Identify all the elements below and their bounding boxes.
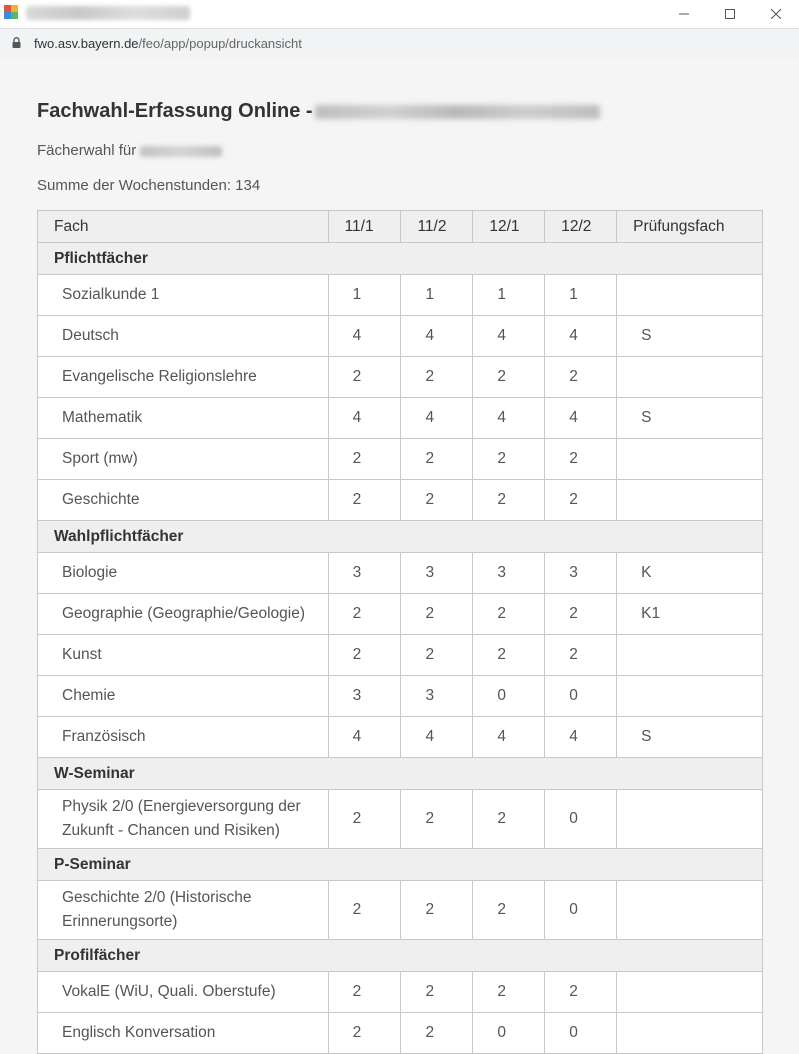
hours-cell: 2 (328, 439, 401, 480)
hours-cell: 2 (401, 972, 473, 1013)
hours-cell: 4 (545, 717, 617, 758)
subject-cell: Französisch (38, 717, 329, 758)
app-favicon-icon (4, 5, 18, 19)
hours-cell: 2 (473, 439, 545, 480)
hours-cell: 2 (401, 790, 473, 849)
subject-cell: Evangelische Religionslehre (38, 357, 329, 398)
hours-cell: 4 (545, 316, 617, 357)
pruefungsfach-cell (617, 676, 763, 717)
pruefungsfach-cell (617, 790, 763, 849)
subject-cell: Deutsch (38, 316, 329, 357)
subject-cell: Geschichte (38, 480, 329, 521)
pruefungsfach-cell (617, 357, 763, 398)
table-row (38, 635, 763, 676)
table-row (38, 275, 763, 316)
group-label: P-Seminar (38, 849, 763, 881)
header-11-1: 11/1 (328, 211, 401, 243)
pruefungsfach-cell: S (617, 717, 763, 758)
pruefungsfach-cell (617, 635, 763, 676)
subject-cell: Geschichte 2/0 (Historische Erinnerungsorte) (38, 881, 329, 940)
address-bar[interactable] (0, 28, 799, 59)
hours-cell: 2 (328, 790, 401, 849)
hours-cell: 2 (473, 357, 545, 398)
table-row (38, 676, 763, 717)
hours-cell: 2 (473, 790, 545, 849)
group-row (38, 521, 763, 553)
header-12-1: 12/1 (473, 211, 545, 243)
group-label: Pflichtfächer (38, 243, 763, 275)
hours-cell: 2 (473, 972, 545, 1013)
hours-cell: 0 (473, 1013, 545, 1054)
pruefungsfach-cell (617, 480, 763, 521)
pruefungsfach-cell: S (617, 316, 763, 357)
pruefungsfach-cell (617, 1013, 763, 1054)
pruefungsfach-cell (617, 881, 763, 940)
window-title-redacted (26, 6, 190, 20)
group-label: Profilfächer (38, 940, 763, 972)
table-row (38, 594, 763, 635)
hours-cell: 1 (473, 275, 545, 316)
hours-cell: 2 (545, 357, 617, 398)
pruefungsfach-cell: K (617, 553, 763, 594)
pruefungsfach-cell (617, 275, 763, 316)
hours-cell: 2 (545, 480, 617, 521)
table-row (38, 881, 763, 940)
fachwahl-table (37, 210, 763, 1054)
url-path: /feo/app/popup/druckansicht (138, 36, 302, 51)
header-fach: Fach (38, 211, 329, 243)
table-row (38, 316, 763, 357)
pruefungsfach-cell: K1 (617, 594, 763, 635)
school-name-redacted (315, 105, 600, 119)
table-row (38, 439, 763, 480)
hours-cell: 1 (545, 275, 617, 316)
subject-cell: Physik 2/0 (Energieversorgung der Zukunft - Chancen und Risiken) (38, 790, 329, 849)
hours-cell: 2 (545, 439, 617, 480)
hours-cell: 4 (328, 316, 401, 357)
group-row (38, 849, 763, 881)
hours-cell: 2 (401, 635, 473, 676)
table-row (38, 553, 763, 594)
pruefungsfach-cell (617, 972, 763, 1013)
hours-cell: 2 (328, 357, 401, 398)
hours-cell: 2 (401, 357, 473, 398)
summe-wochenstunden: Summe der Wochenstunden: 134 (37, 177, 261, 194)
close-button[interactable] (753, 0, 799, 28)
hours-cell: 2 (473, 881, 545, 940)
hours-cell: 2 (401, 480, 473, 521)
page-title-text: Fachwahl-Erfassung Online - (37, 100, 313, 122)
hours-cell: 4 (328, 717, 401, 758)
hours-cell: 2 (401, 439, 473, 480)
subject-cell: Kunst (38, 635, 329, 676)
hours-cell: 2 (473, 480, 545, 521)
hours-cell: 2 (328, 1013, 401, 1054)
maximize-icon (725, 9, 735, 19)
hours-cell: 4 (473, 316, 545, 357)
hours-cell: 4 (401, 398, 473, 439)
table-row (38, 1013, 763, 1054)
faecherwahl-label: Fächerwahl für (37, 142, 137, 159)
hours-cell: 4 (401, 316, 473, 357)
hours-cell: 0 (545, 676, 617, 717)
hours-cell: 3 (401, 676, 473, 717)
hours-cell: 0 (545, 881, 617, 940)
hours-cell: 2 (473, 594, 545, 635)
hours-cell: 3 (473, 553, 545, 594)
subject-cell: Englisch Konversation (38, 1013, 329, 1054)
hours-cell: 2 (473, 635, 545, 676)
group-row (38, 243, 763, 275)
subject-cell: Geographie (Geographie/Geologie) (38, 594, 329, 635)
hours-cell: 2 (401, 881, 473, 940)
hours-cell: 2 (545, 635, 617, 676)
hours-cell: 2 (401, 594, 473, 635)
minimize-button[interactable] (661, 0, 707, 28)
hours-cell: 2 (328, 594, 401, 635)
lock-icon (12, 37, 21, 48)
window-titlebar (0, 0, 799, 28)
hours-cell: 2 (328, 635, 401, 676)
table-row (38, 790, 763, 849)
table-row (38, 480, 763, 521)
hours-cell: 3 (545, 553, 617, 594)
subject-cell: Sozialkunde 1 (38, 275, 329, 316)
group-row (38, 940, 763, 972)
url-text[interactable] (34, 36, 302, 51)
hours-cell: 1 (401, 275, 473, 316)
hours-cell: 2 (545, 594, 617, 635)
hours-cell: 2 (328, 480, 401, 521)
subject-cell: VokalE (WiU, Quali. Oberstufe) (38, 972, 329, 1013)
subject-cell: Sport (mw) (38, 439, 329, 480)
table-row (38, 717, 763, 758)
table-row (38, 357, 763, 398)
print-view-content (0, 58, 799, 1040)
table-row (38, 972, 763, 1013)
hours-cell: 1 (328, 275, 401, 316)
hours-cell: 2 (401, 1013, 473, 1054)
subject-cell: Biologie (38, 553, 329, 594)
group-label: W-Seminar (38, 758, 763, 790)
hours-cell: 2 (328, 881, 401, 940)
url-host: fwo.asv.bayern.de (34, 36, 139, 51)
student-name-redacted (140, 146, 222, 157)
hours-cell: 0 (473, 676, 545, 717)
hours-cell: 3 (401, 553, 473, 594)
group-row (38, 758, 763, 790)
header-11-2: 11/2 (401, 211, 473, 243)
hours-cell: 0 (545, 790, 617, 849)
subject-cell: Chemie (38, 676, 329, 717)
hours-cell: 2 (545, 972, 617, 1013)
hours-cell: 2 (328, 972, 401, 1013)
hours-cell: 0 (545, 1013, 617, 1054)
maximize-button[interactable] (707, 0, 753, 28)
subject-cell: Mathematik (38, 398, 329, 439)
hours-cell: 3 (328, 676, 401, 717)
table-header-row (38, 211, 763, 243)
pruefungsfach-cell: S (617, 398, 763, 439)
hours-cell: 4 (473, 717, 545, 758)
header-pruefungsfach: Prüfungsfach (617, 211, 763, 243)
group-label: Wahlpflichtfächer (38, 521, 763, 553)
hours-cell: 4 (545, 398, 617, 439)
faecherwahl-line (37, 142, 222, 159)
close-icon (771, 9, 781, 19)
table-row (38, 398, 763, 439)
hours-cell: 4 (473, 398, 545, 439)
pruefungsfach-cell (617, 439, 763, 480)
hours-cell: 4 (328, 398, 401, 439)
minimize-icon (679, 9, 689, 19)
header-12-2: 12/2 (545, 211, 617, 243)
hours-cell: 3 (328, 553, 401, 594)
page-title (37, 100, 600, 123)
hours-cell: 4 (401, 717, 473, 758)
